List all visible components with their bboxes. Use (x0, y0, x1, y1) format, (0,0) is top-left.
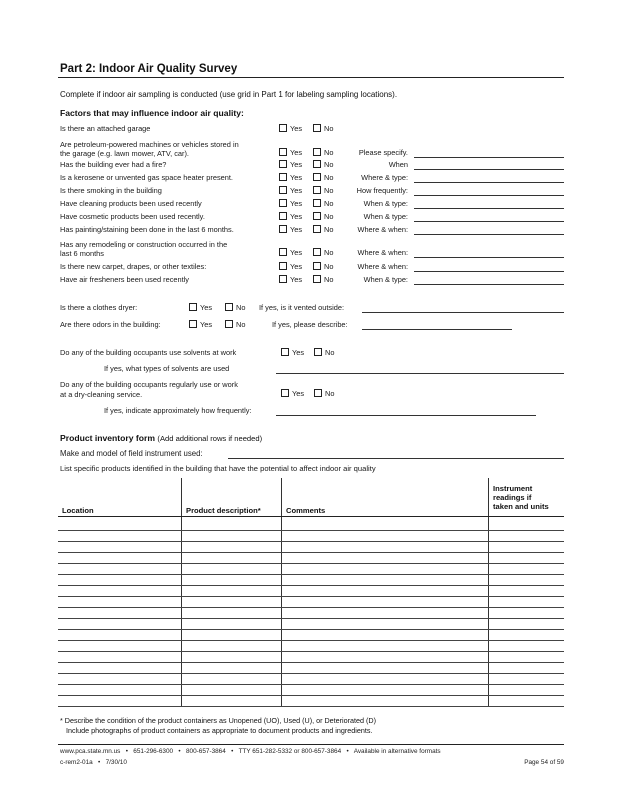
odors-followup: If yes, please describe: (272, 320, 348, 329)
factor-followup-label: Where & when: (357, 225, 408, 234)
top-rule (58, 77, 564, 78)
factor-followup-label: When & type: (363, 199, 408, 208)
instruction-text: Complete if indoor air sampling is conducted (use grid in Part 1 for labeling sampling locations). (60, 90, 398, 99)
factor-question: Is there an attached garage (60, 124, 151, 133)
factor-yes-label: Yes (290, 173, 303, 182)
factor-no-label: No (324, 199, 334, 208)
solvents-no-checkbox[interactable] (314, 348, 322, 356)
table-row[interactable] (58, 673, 564, 674)
solvents-no-label: No (325, 348, 335, 357)
column-header-instrument (493, 484, 563, 512)
factor-no-checkbox[interactable] (313, 275, 321, 283)
clothes-dryer-no-label: No (236, 303, 246, 312)
factor-no-checkbox[interactable] (313, 248, 321, 256)
factor-no-checkbox[interactable] (313, 186, 321, 194)
solvents-question: Do any of the building occupants use solvents at work (60, 348, 237, 357)
instrument-header-line-1: Instrument (493, 484, 533, 493)
odors-question: Are there odors in the building: (60, 320, 161, 329)
clothes-dryer-no-checkbox[interactable] (225, 303, 233, 311)
instrument-label: Make and model of field instrument used: (60, 449, 203, 458)
table-row[interactable] (58, 662, 564, 663)
factor-yes-label: Yes (290, 124, 303, 133)
footnote-1: * Describe the condition of the product containers as Unopened (UO), Used (U), or Deteriorated (D) (60, 716, 376, 725)
factor-followup-label: How frequently: (356, 186, 408, 195)
footer-website[interactable]: www.pca.state.mn.us (60, 748, 121, 755)
part-title: Part 2: Indoor Air Quality Survey (60, 63, 238, 75)
factor-yes-checkbox[interactable] (279, 160, 287, 168)
factor-question: Have cleaning products been used recently (60, 199, 202, 208)
factor-yes-checkbox[interactable] (279, 248, 287, 256)
table-row[interactable] (58, 574, 564, 575)
table-row[interactable] (58, 640, 564, 641)
factor-yes-label: Yes (290, 262, 303, 271)
factor-yes-label: Yes (290, 160, 303, 169)
factor-yes-label: Yes (290, 275, 303, 284)
odors-yes-checkbox[interactable] (189, 320, 197, 328)
factor-question-line-2: the garage (e.g. lawn mower, ATV, car). (60, 149, 189, 158)
solvents-yes-label: Yes (292, 348, 305, 357)
factor-no-checkbox[interactable] (313, 199, 321, 207)
factor-no-label: No (324, 248, 334, 257)
footer-line-1: www.pca.state.mn.us • 651-296-6300 • 800-657-3864 • TTY 651-282-5332 or 800-657-3864 • Available in alternative formats (60, 748, 441, 755)
factor-followup-label: Where & when: (357, 248, 408, 257)
factor-answer-line[interactable] (414, 208, 564, 209)
factor-no-label: No (324, 262, 334, 271)
factor-no-label: No (324, 212, 334, 221)
factor-yes-checkbox[interactable] (279, 124, 287, 132)
factor-no-checkbox[interactable] (313, 262, 321, 270)
factor-no-checkbox[interactable] (313, 124, 321, 132)
factor-no-label: No (324, 275, 334, 284)
footer-line-2: c-rem2-01a • 7/30/10 (60, 759, 127, 766)
factor-no-label: No (324, 186, 334, 195)
table-row[interactable] (58, 596, 564, 597)
table-row[interactable] (58, 585, 564, 586)
factor-yes-checkbox[interactable] (279, 186, 287, 194)
factor-followup-label: Where & type: (361, 173, 408, 182)
solvents-yes-checkbox[interactable] (281, 348, 289, 356)
factor-answer-line[interactable] (414, 257, 564, 258)
factor-followup-label: When & type: (363, 275, 408, 284)
clothes-dryer-yes-label: Yes (200, 303, 213, 312)
factor-answer-line[interactable] (414, 221, 564, 222)
factor-answer-line[interactable] (414, 157, 564, 158)
footnote-2: Include photographs of product containers as appropriate to document products and ingredients. (66, 726, 373, 735)
column-header-product: Product description* (186, 506, 261, 515)
table-row[interactable] (58, 541, 564, 542)
footer-tty: TTY 651-282-5332 or 800-657-3864 (238, 748, 342, 755)
factor-yes-checkbox[interactable] (279, 225, 287, 233)
factor-question: Is there smoking in the building (60, 186, 162, 195)
factor-no-checkbox[interactable] (313, 173, 321, 181)
factor-answer-line[interactable] (414, 271, 564, 272)
factor-answer-line[interactable] (414, 284, 564, 285)
solvents-followup: If yes, what types of solvents are used (104, 364, 230, 373)
factor-yes-checkbox[interactable] (279, 173, 287, 181)
table-header-rule (58, 516, 564, 517)
footer-phone-2: 800-657-3864 (185, 748, 226, 755)
factor-question: Have air fresheners been used recently (60, 275, 189, 284)
dry-cleaning-no-checkbox[interactable] (314, 389, 322, 397)
factor-no-checkbox[interactable] (313, 225, 321, 233)
table-row[interactable] (58, 530, 564, 531)
factor-yes-label: Yes (290, 148, 303, 157)
odors-no-checkbox[interactable] (225, 320, 233, 328)
factor-question: Have cosmetic products been used recently. (60, 212, 205, 221)
clothes-dryer-followup: If yes, is it vented outside: (259, 303, 345, 312)
factor-yes-label: Yes (290, 186, 303, 195)
dry-cleaning-answer-line[interactable] (276, 415, 536, 416)
factor-yes-checkbox[interactable] (279, 148, 287, 156)
factor-followup-label: Please specify. (358, 148, 408, 157)
factor-yes-checkbox[interactable] (279, 262, 287, 270)
column-header-comments: Comments (286, 506, 326, 515)
factor-no-checkbox[interactable] (313, 148, 321, 156)
factor-no-label: No (324, 173, 334, 182)
factor-no-label: No (324, 225, 334, 234)
instrument-header-line-3: taken and units (493, 502, 549, 512)
factor-followup-label: Where & when: (357, 262, 408, 271)
odors-no-label: No (236, 320, 246, 329)
column-header-location: Location (62, 506, 94, 515)
factor-no-label: No (324, 160, 334, 169)
table-row[interactable] (58, 563, 564, 564)
factor-no-label: No (324, 124, 334, 133)
factor-answer-line[interactable] (414, 182, 564, 183)
dry-cleaning-yes-label: Yes (292, 389, 305, 398)
factor-yes-label: Yes (290, 199, 303, 208)
table-row[interactable] (58, 684, 564, 685)
factor-followup-label: When & type: (363, 212, 408, 221)
factor-yes-checkbox[interactable] (279, 199, 287, 207)
factor-no-checkbox[interactable] (313, 160, 321, 168)
factor-question: Is a kerosene or unvented gas space heater present. (60, 173, 233, 182)
factor-answer-line[interactable] (414, 195, 564, 196)
factor-no-checkbox[interactable] (313, 212, 321, 220)
table-row[interactable] (58, 706, 564, 707)
factor-yes-checkbox[interactable] (279, 275, 287, 283)
table-row[interactable] (58, 629, 564, 630)
inventory-heading (60, 433, 262, 443)
footer-alt-formats: Available in alternative formats (353, 748, 441, 755)
footer-page: Page 54 of 59 (524, 759, 564, 766)
factor-yes-label: Yes (290, 248, 303, 257)
dry-cleaning-yes-checkbox[interactable] (281, 389, 289, 397)
inventory-heading-note: (Add additional rows if needed) (157, 434, 263, 443)
clothes-dryer-yes-checkbox[interactable] (189, 303, 197, 311)
inventory-heading-text: Product inventory form (60, 433, 156, 443)
factor-yes-label: Yes (290, 225, 303, 234)
footer-phone-1: 651-296-6300 (133, 748, 174, 755)
factor-question-line-2: last 6 months (60, 249, 104, 258)
dry-cleaning-question: Do any of the building occupants regularly use or work (60, 380, 238, 389)
table-row[interactable] (58, 651, 564, 652)
dry-cleaning-no-label: No (325, 389, 335, 398)
list-instruction: List specific products identified in the building that have the potential to affect indoor air quality (60, 464, 376, 473)
table-row[interactable] (58, 552, 564, 553)
odors-answer-line[interactable] (362, 329, 512, 330)
odors-yes-label: Yes (200, 320, 213, 329)
footer-rule (58, 744, 564, 745)
instrument-header-line-2: readings if (493, 493, 532, 503)
factor-question: Is there new carpet, drapes, or other textiles: (60, 262, 207, 271)
dry-cleaning-question-2: at a dry-cleaning service. (60, 390, 143, 399)
table-row[interactable] (58, 607, 564, 608)
clothes-dryer-question: Is there a clothes dryer: (60, 303, 138, 312)
factor-question: Are petroleum-powered machines or vehicles stored in (60, 140, 239, 149)
clothes-dryer-answer-line[interactable] (362, 312, 564, 313)
table-row[interactable] (58, 618, 564, 619)
table-row[interactable] (58, 695, 564, 696)
instrument-answer-line[interactable] (228, 458, 564, 459)
footer-date: 7/30/10 (105, 759, 127, 766)
factor-answer-line[interactable] (414, 169, 564, 170)
dry-cleaning-followup: If yes, indicate approximately how frequently: (104, 406, 252, 415)
factor-question: Has the building ever had a fire? (60, 160, 167, 169)
factors-heading: Factors that may influence indoor air quality: (60, 108, 244, 118)
factor-no-label: No (324, 148, 334, 157)
footer-doc-id: c-rem2-01a (60, 759, 93, 766)
factor-answer-line[interactable] (414, 234, 564, 235)
factor-followup-label: When (388, 160, 408, 169)
factor-question: Has painting/staining been done in the last 6 months. (60, 225, 234, 234)
factor-yes-checkbox[interactable] (279, 212, 287, 220)
factor-question: Has any remodeling or construction occurred in the (60, 240, 228, 249)
factor-yes-label: Yes (290, 212, 303, 221)
solvents-answer-line[interactable] (276, 373, 564, 374)
